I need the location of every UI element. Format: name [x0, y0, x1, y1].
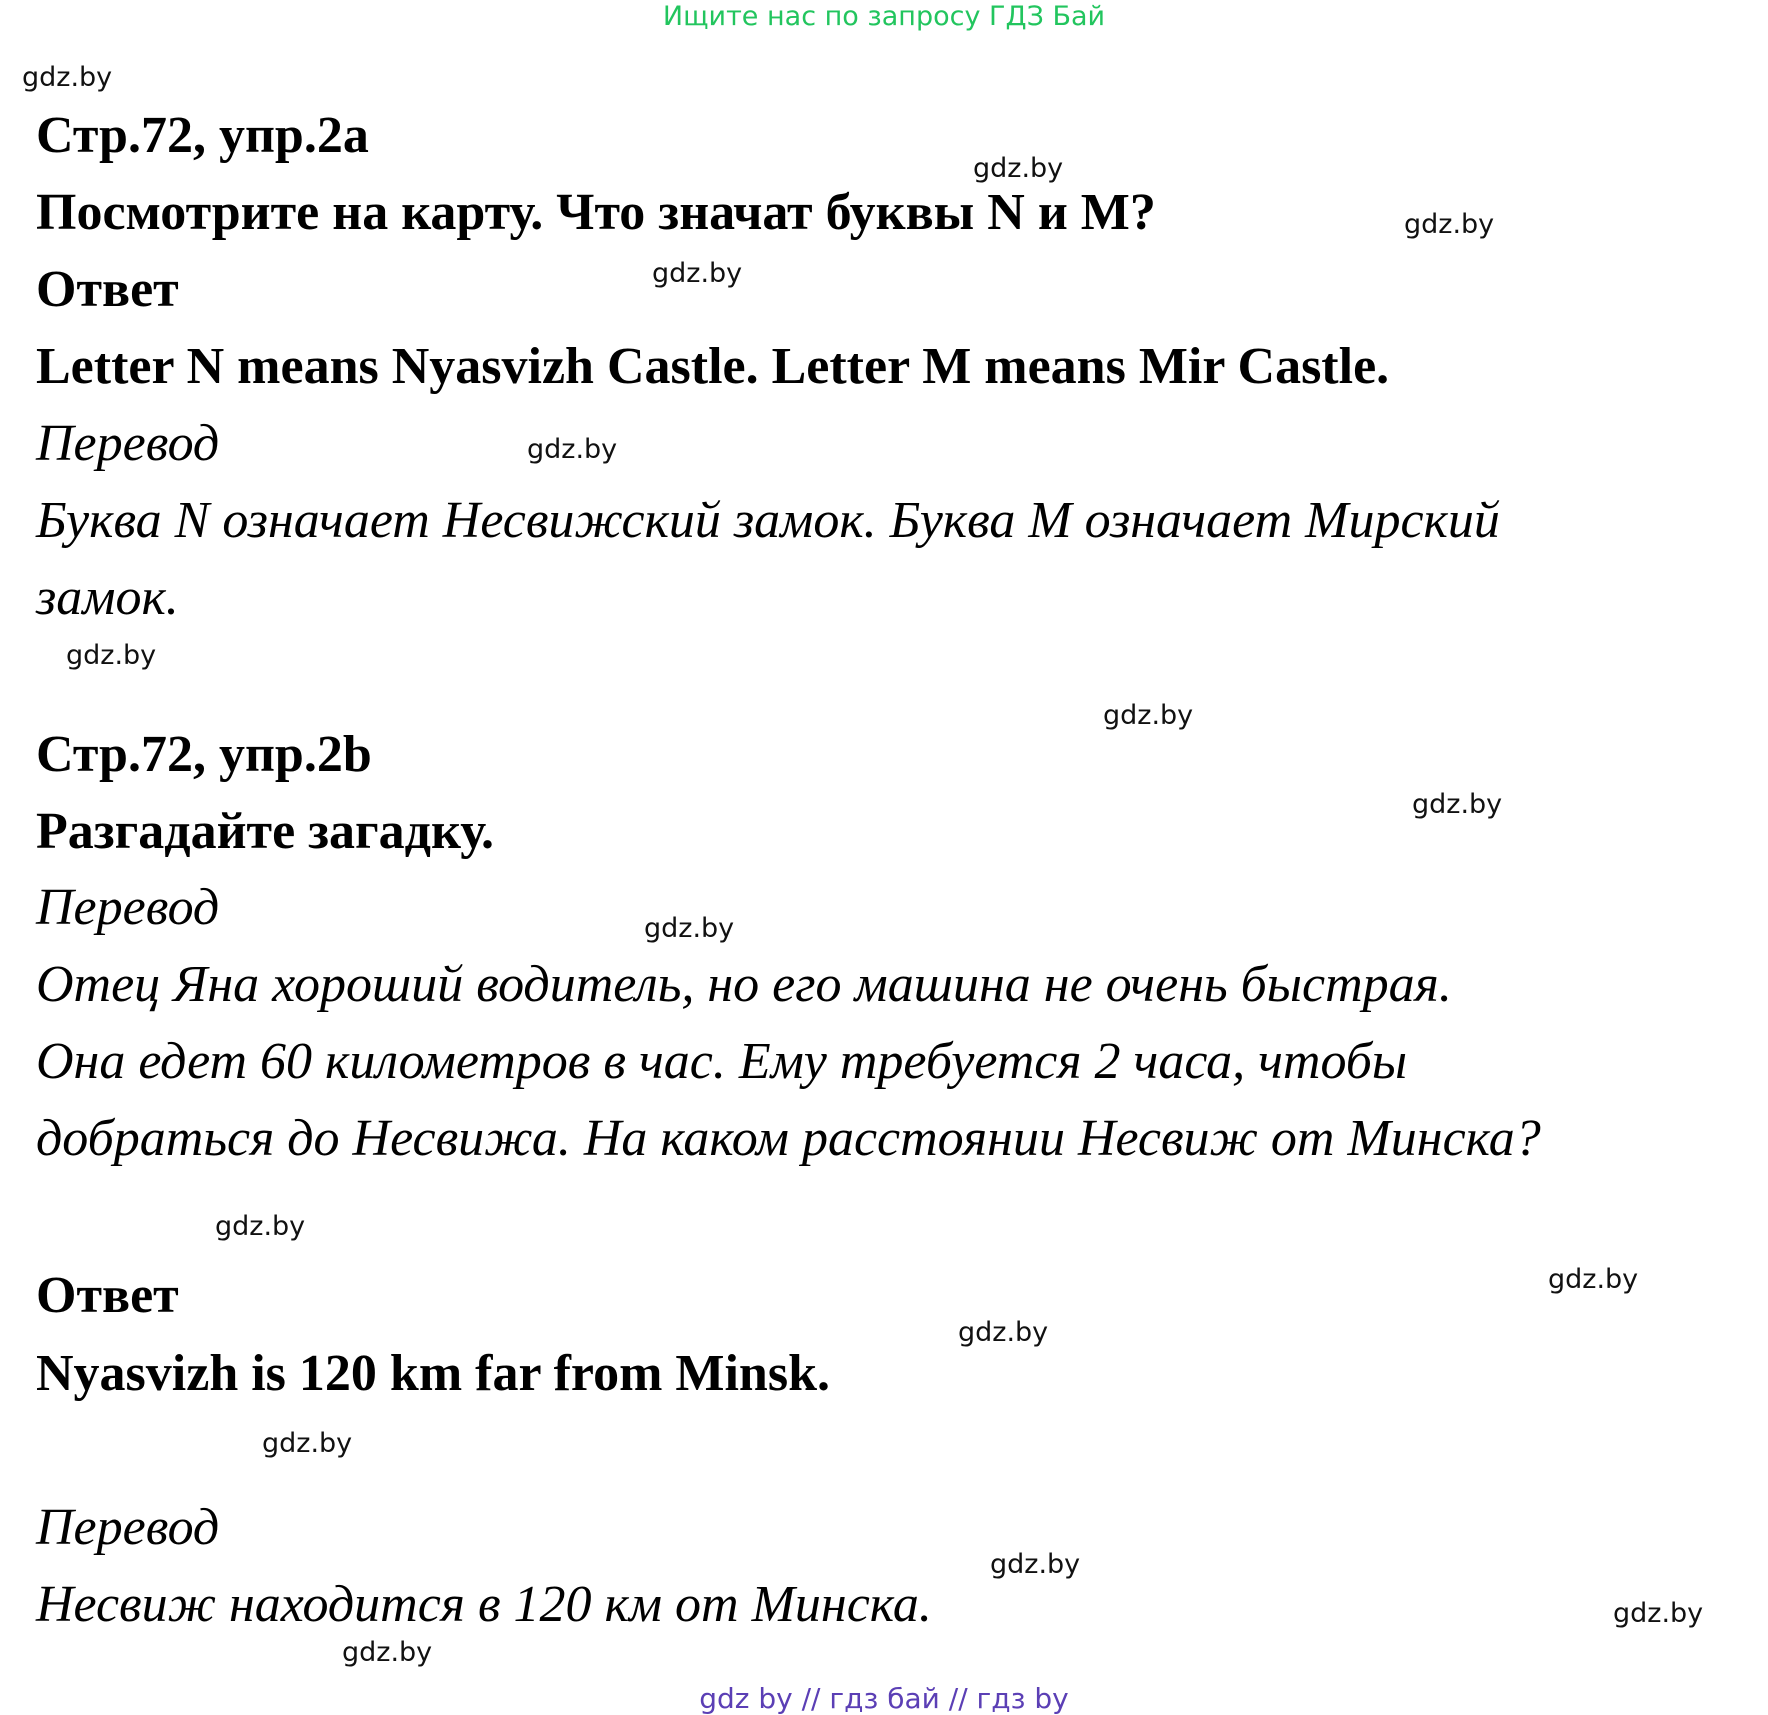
exercise-2b-translation-label: Перевод — [36, 1499, 220, 1556]
watermark: gdz.by — [652, 258, 743, 289]
watermark: gdz.by — [644, 913, 735, 944]
exercise-2a-task: Посмотрите на карту. Что значат буквы N и M? — [36, 184, 1156, 241]
watermark: gdz.by — [215, 1211, 306, 1242]
exercise-2b-answer: Nyasvizh is 120 km far from Minsk. — [36, 1345, 830, 1402]
search-hint-banner: Ищите нас по запросу ГДЗ Бай — [662, 1, 1106, 32]
exercise-2b-translation: Несвиж находится в 120 км от Минска. — [36, 1576, 932, 1633]
exercise-2a-answer-label: Ответ — [36, 261, 179, 318]
exercise-2b-answer-label: Ответ — [36, 1267, 179, 1324]
watermark: gdz.by — [973, 153, 1064, 184]
watermark: gdz.by — [22, 62, 113, 93]
watermark: gdz.by — [342, 1637, 433, 1668]
watermark: gdz.by — [1404, 209, 1495, 240]
watermark: gdz.by — [262, 1428, 353, 1459]
exercise-2b-riddle-line: Отец Яна хороший водитель, но его машина не очень быстрая. — [36, 956, 1452, 1013]
exercise-2a-translation-line: Буква N означает Несвижский замок. Буква M означает Мирский — [36, 492, 1500, 549]
watermark: gdz.by — [1103, 700, 1194, 731]
exercise-2b-heading: Стр.72, упр.2b — [36, 726, 372, 783]
watermark: gdz.by — [66, 640, 157, 671]
exercise-2b-riddle-line: Она едет 60 километров в час. Ему требуется 2 часа, чтобы — [36, 1033, 1408, 1090]
watermark: gdz.by — [1412, 789, 1503, 820]
exercise-2b-task: Разгадайте загадку. — [36, 803, 494, 860]
exercise-2a-translation-line: замок. — [36, 569, 179, 626]
exercise-2a-heading: Стр.72, упр.2а — [36, 107, 369, 164]
exercise-2a-answer: Letter N means Nyasvizh Castle. Letter M means Mir Castle. — [36, 338, 1390, 395]
watermark: gdz.by — [527, 434, 618, 465]
exercise-2a-translation-label: Перевод — [36, 415, 220, 472]
watermark: gdz.by — [1548, 1264, 1639, 1295]
watermark: gdz.by — [990, 1549, 1081, 1580]
exercise-2b-riddle-translation-label: Перевод — [36, 879, 220, 936]
watermark: gdz.by — [1613, 1598, 1704, 1629]
site-footer-banner: gdz by // гдз бай // гдз by — [699, 1682, 1069, 1715]
watermark: gdz.by — [958, 1317, 1049, 1348]
exercise-2b-riddle-line: добраться до Несвижа. На каком расстоянии Несвиж от Минска? — [36, 1110, 1541, 1167]
